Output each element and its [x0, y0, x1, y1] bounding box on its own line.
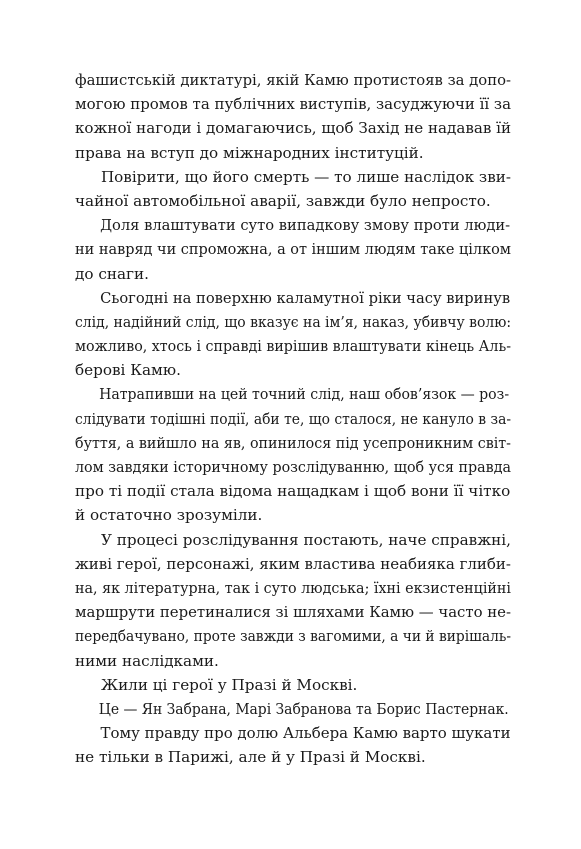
text-line: буття, а вийшло на яв, опинилося під усепроникним світ- — [75, 433, 512, 452]
paragraph-7 — [75, 673, 511, 697]
text-line: Доля влаштувати суто випадкову змову проти люди- — [100, 216, 511, 235]
text-line: Жили ці герої у Празі й Москві. — [101, 675, 358, 694]
body-text — [75, 68, 511, 769]
paragraph-6 — [75, 528, 511, 673]
text-line: не тільки в Парижі, але й у Празі й Москві. — [75, 748, 426, 767]
text-line: права на вступ до міжнародних інституцій. — [75, 143, 424, 162]
text-line: на, як літературна, так і суто людська; їхні екзистенційні — [75, 578, 512, 597]
paragraph-9 — [75, 721, 511, 769]
text-line: слідувати тодішні події, аби те, що сталося, не кануло в за- — [75, 409, 512, 428]
text-line: ними наслідками. — [75, 651, 219, 670]
text-line: до снаги. — [75, 264, 149, 283]
text-line: Натрапивши на цей точний слід, наш обов’язок — роз- — [99, 385, 510, 404]
paragraph-1 — [75, 68, 511, 165]
text-line: й остаточно зрозуміли. — [75, 506, 263, 525]
text-line: слід, надійний слід, що вказує на ім’я, наказ, убивчу волю: — [75, 312, 512, 331]
paragraph-3 — [75, 213, 511, 286]
text-line: чайної автомобільної аварії, завжди було непросто. — [75, 191, 491, 210]
paragraph-5 — [75, 382, 511, 527]
text-line: У процесі розслідування постають, наче справжні, — [101, 530, 511, 549]
text-line: Тому правду про долю Альбера Камю варто шукати — [100, 724, 511, 743]
text-line: можливо, хтось і справді вирішив влаштувати кінець Аль- — [75, 337, 511, 356]
text-line: Повірити, що його смерть — то лише наслідок зви- — [100, 167, 511, 186]
text-line: маршрути перетиналися зі шляхами Камю — часто не- — [75, 603, 512, 622]
text-line: живі герої, персонажі, яким властива неабияка глиби- — [75, 554, 511, 573]
paragraph-4 — [75, 286, 511, 383]
text-line: передбачувано, проте завжди з вагомими, а чи й вирішаль- — [75, 627, 512, 646]
paragraph-8 — [75, 697, 511, 721]
text-line: Сьогодні на поверхню каламутної ріки часу виринув — [100, 288, 511, 307]
text-line: ни навряд чи спроможна, а от іншим людям таке цілком — [75, 240, 512, 259]
text-line: могою промов та публічних виступів, засуджуючи її за — [75, 95, 511, 114]
text-line: про ті події стала відома нащадкам і щоб вони її чітко — [75, 482, 511, 501]
text-line: фашистській диктатурі, якій Камю протистояв за допо- — [75, 71, 511, 89]
text-line: кожної нагоди і домагаючись, щоб Захід не надавав їй — [75, 119, 512, 138]
text-line: берові Камю. — [75, 361, 181, 380]
text-line: лом завдяки історичному розслідуванню, щоб уся правда — [75, 458, 511, 476]
paragraph-2 — [75, 165, 511, 213]
text-line: Це — Ян Забрана, Марі Забранова та Борис Пастернак. — [98, 699, 509, 718]
